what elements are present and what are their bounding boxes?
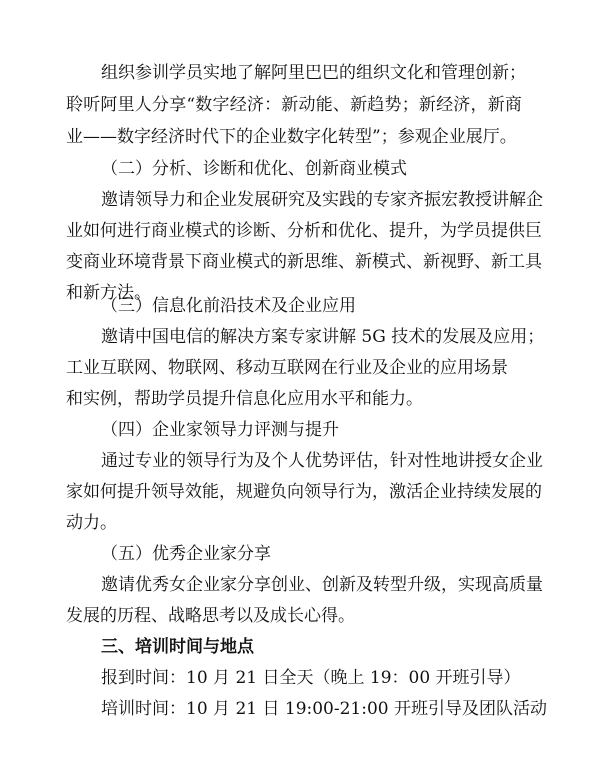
paragraph-line: 培训时间：10 月 21 日 19:00-21:00 开班引导及团队活动 (101, 699, 548, 719)
paragraph-line: 变商业环境背景下商业模式的新思维、新模式、新视野、新工具 (66, 252, 542, 272)
paragraph-line: 和实例，帮助学员提升信息化应用水平和能力。 (66, 389, 423, 409)
paragraph-line: 通过专业的领导行为及个人优势评估，针对性地讲授女企业 (101, 451, 543, 471)
paragraph-line: 和新方法。 (66, 283, 151, 303)
paragraph-line: 聆听阿里人分享“数字经济：新动能、新趋势；新经济，新商 (66, 95, 523, 115)
chapter-heading: 三、培训时间与地点 (101, 637, 254, 657)
paragraph-line: 邀请中国电信的解决方案专家讲解 5G 技术的发展及应用； (101, 327, 545, 347)
paragraph-line: 发展的历程、战略思考以及成长心得。 (66, 606, 355, 626)
paragraph-line: 业如何进行商业模式的诊断、分析和优化、提升，为学员提供巨 (66, 221, 542, 241)
paragraph-line: 业——数字经济时代下的企业数字化转型”；参观企业展厅。 (66, 127, 517, 147)
section-heading: （五）优秀企业家分享 (101, 544, 271, 564)
paragraph-line: 动力。 (66, 513, 117, 533)
section-heading: （四）企业家领导力评测与提升 (101, 420, 339, 440)
paragraph-line: 工业互联网、物联网、移动互联网在行业及企业的应用场景 (66, 358, 508, 378)
paragraph-line: 报到时间：10 月 21 日全天（晚上 19：00 开班引导） (101, 668, 521, 688)
paragraph-line: 邀请优秀女企业家分享创业、创新及转型升级，实现高质量 (101, 575, 543, 595)
paragraph-line: 家如何提升领导效能，规避负向领导行为，激活企业持续发展的 (66, 482, 542, 502)
paragraph-line: 邀请领导力和企业发展研究及实践的专家齐振宏教授讲解企 (101, 190, 543, 210)
paragraph-line: 组织参训学员实地了解阿里巴巴的组织文化和管理创新； (101, 63, 526, 83)
section-heading: （二）分析、诊断和优化、创新商业模式 (101, 159, 407, 179)
section-heading: （三）信息化前沿技术及企业应用 (101, 296, 356, 316)
